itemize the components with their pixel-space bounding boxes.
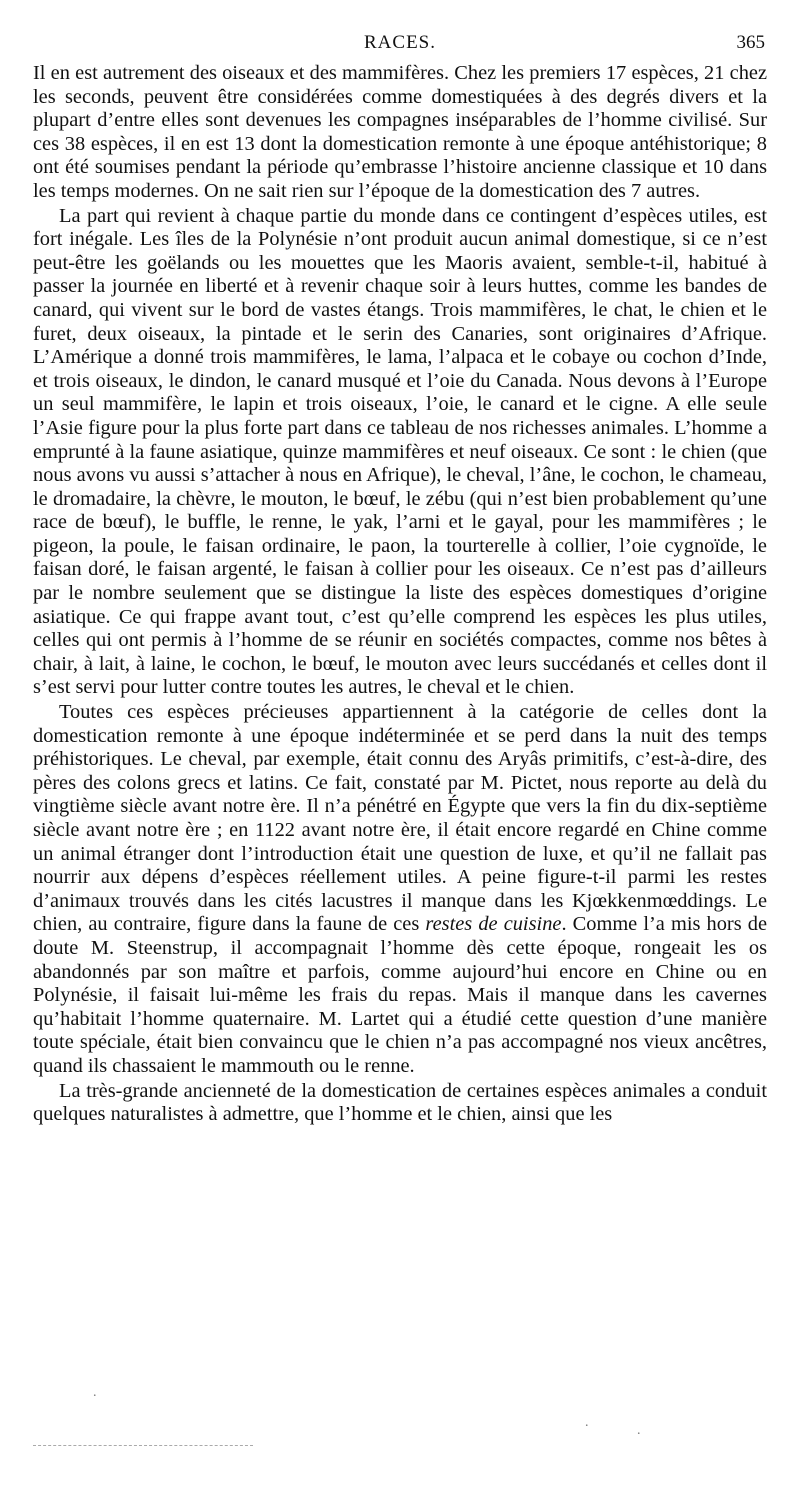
paragraph [33,62,767,204]
print-speck: . [585,1415,589,1430]
paragraph-text: . Comme l’a mis hors de doute M. Steenstrup, il accompagnait l’homme dès cette époque, rongeait les os abandonnés par son maître et parfois, comme aujourd’hui encore en Chine ou en Polynésie, il faisait lui-même les frais du repas. Mais il manque dans les cavernes qu’habitait l’homme quaternaire. M. Lartet qui a étudié cette question d’une manière toute spéciale, était bien convaincu que le chien n’a pas accompagné nos vieux ancêtres, quand ils chassaient le mammouth ou le renne. [33,913,768,1077]
paragraph [33,701,767,1079]
paragraph-text: La part qui revient à chaque partie du monde dans ce contingent d’espèces utiles, est fort inégale. Les îles de la Polynésie n’ont produit aucun animal domestique, si ce n’est peut-être les goëlands ou les mouettes que les Maoris avaient, semble-t-il, habitué à passer la journée en liberté et à revenir chaque soir à leurs huttes, comme les bandes de canard, qui vivent sur le bord de vastes étangs. Trois mammifères, le chat, le chien et le furet, deux oiseaux, la pintade et le serin des Canaries, sont originaires d’Afrique. L’Amérique a donné trois mammifères, le lama, l’alpaca et le cobaye ou cochon d’Inde, et trois oiseaux, le dindon, le canard musqué et l’oie du Canada. Nous devons à l’Europe un seul mammifère, le lapin et trois oiseaux, l’oie, le canard et le cigne. A elle seule l’Asie figure pour la plus forte part dans ce tableau de nos richesses animales. L’homme a emprunté à la faune asiatique, quinze mammifères et neuf oiseaux. Ce sont : le chien (que nous avons vu aussi s’attacher à nous en Afrique), le cheval, l’âne, le cochon, le chameau, le dromadaire, la chèvre, le mouton, le bœuf, le zébu (qui n’est bien probablement qu’une race de bœuf), le buffle, le renne, le yak, l’arni et le gayal, pour les mammifères ; le pigeon, la poule, le faisan ordinaire, le paon, la tourterelle à collier, l’oie cygnoïde, le faisan doré, le faisan argenté, le faisan à collier pour les oiseaux. Ce n’est pas d’ailleurs par le nombre seulement que se distingue la liste des espèces domestiques d’origine asiatique. Ce qui frappe avant tout, c’est qu’elle comprend les espèces les plus utiles, celles qui ont permis à l’homme de se réunir en sociétés compactes, comme nos bêtes à chair, à lait, à laine, le cochon, le bœuf, le mouton avec leurs succédanés et celles dont il s’est servi pour lutter contre toutes les autres, le cheval et le chien. [33,204,767,699]
paragraph-text: Toutes ces espèces précieuses appartiennent à la catégorie de celles dont la domestication remonte à une époque indéterminée et se perd dans la nuit des temps préhistoriques. Le cheval, par exemple, était connu des Aryâs primitifs, c’est-à-dire, des pères des colons grecs et latins. Ce fait, constaté par M. Pictet, nous reporte au delà du vingtième siècle avant notre ère. Il n’a pénétré en Égypte que vers la fin du dix-septième siècle avant notre ère ; en 1122 avant notre ère, il était encore regardé en Chine comme un animal étranger dont l’introduction était une question de luxe, et qu’il ne fallait pas nourrir aux dépens d’espèces réellement utiles. A peine figure-t-il parmi les restes d’animaux trouvés dans les cités lacustres il manque dans les Kjœkkenmœddings. Le chien, au contraire, figure dans la faune de ces [33,701,767,936]
page-number: 365 [736,32,765,53]
running-title: RACES. [364,32,436,53]
body-text [33,62,767,1127]
book-page [33,28,767,1127]
paragraph [33,1080,767,1127]
paragraph-text: Il en est autrement des oiseaux et des mammifères. Chez les premiers 17 espèces, 21 chez les seconds, peuvent être considérées comme domestiquées à des degrés divers et la plupart d’entre elles sont devenues les compagnes inséparables de l’homme civilisé. Sur ces 38 espèces, il en est 13 dont la domestication remonte à une époque antéhistorique; 8 ont été soumises pendant la période qu’embrasse l’histoire ancienne classique et 10 dans les temps modernes. On ne sait rien sur l’époque de la domestication des 7 autres. [33,62,767,202]
scan-rule-fragment [33,1445,253,1446]
paragraph-text: La très-grande ancienneté de la domestication de certaines espèces animales a conduit quelques naturalistes à admettre, que l’homme et le chien, ainsi que les [33,1079,767,1126]
paragraph [33,205,767,700]
page-header [33,28,767,62]
italic-phrase: restes de cuisine [425,913,562,936]
print-speck: . [637,1423,641,1438]
print-speck: . [93,1385,97,1400]
